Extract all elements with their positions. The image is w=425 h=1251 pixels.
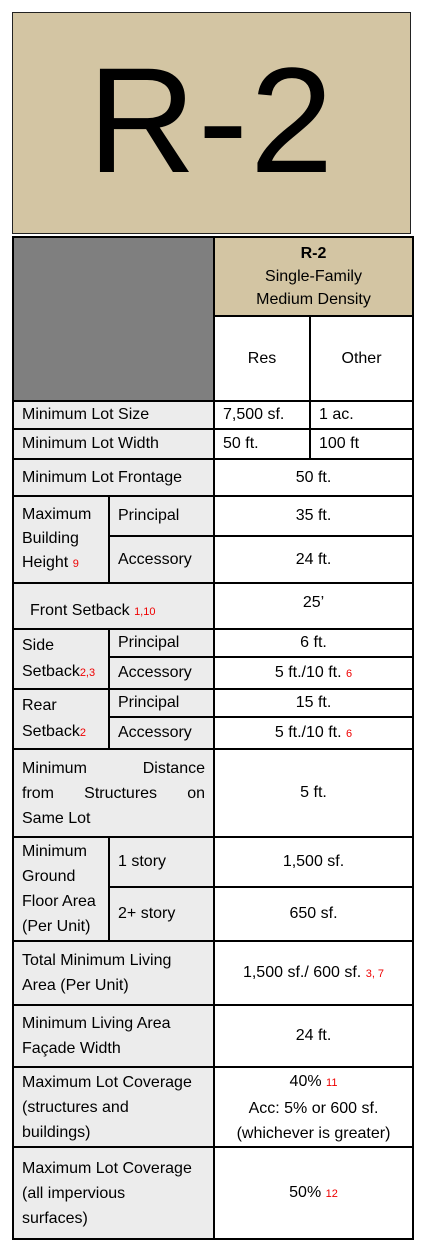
header-blank-cell [13, 237, 214, 401]
min-living-facade-label [13, 1005, 214, 1067]
min-living-facade-line1: Minimum Living Area [22, 1015, 171, 1032]
max-height-accessory-value: 24 ft. [214, 536, 413, 583]
max-lot-coverage-impervious-label [13, 1147, 214, 1239]
row-total-min-living [13, 941, 413, 1005]
min-distance-line3: Same Lot [22, 809, 91, 827]
max-height-label-2: Building [22, 530, 79, 547]
side-setback-note: 2,3 [79, 666, 96, 679]
side-setback-label-2: Setback [22, 662, 80, 680]
side-setback-accessory-note: 6 [346, 668, 353, 680]
max-lot-coverage-structures-line2: (structures and [22, 1098, 129, 1116]
min-lot-size-res: 7,500 sf. [214, 401, 310, 429]
min-lot-width-res: 50 ft. [214, 429, 310, 459]
min-distance-line1: Minimum Distance [22, 759, 205, 777]
two-story-value: 650 sf. [214, 887, 413, 941]
row-min-lot-width [13, 429, 413, 459]
rear-setback-principal-value: 15 ft. [214, 689, 413, 717]
min-living-facade-line2: Façade Width [22, 1040, 121, 1057]
zoning-standards-table [12, 236, 414, 1240]
row-rear-setback-principal [13, 689, 413, 717]
side-setback-accessory-label: Accessory [109, 657, 214, 689]
total-min-living-line1: Total Minimum Living [22, 952, 172, 969]
rear-setback-accessory-cell [214, 717, 413, 749]
min-lot-size-label: Minimum Lot Size [13, 401, 214, 429]
max-height-label [13, 496, 109, 583]
max-lot-coverage-impervious-cell [214, 1147, 413, 1239]
min-lot-frontage-value: 50 ft. [214, 459, 413, 496]
ground-floor-label-3: Floor Area [22, 893, 96, 910]
max-height-note: 9 [72, 558, 79, 570]
district-line1: Single-Family [265, 268, 362, 285]
max-lot-coverage-structures-value1: 40% [289, 1072, 322, 1090]
rear-setback-label-2: Setback [22, 722, 80, 740]
row-min-lot-size [13, 401, 413, 429]
rear-setback-note: 2 [79, 726, 86, 739]
front-setback-label-cell [13, 583, 214, 629]
one-story-label: 1 story [109, 837, 214, 887]
max-lot-coverage-structures-line1: Maximum Lot Coverage [22, 1073, 192, 1091]
max-height-label-1: Maximum [22, 506, 92, 523]
district-header [214, 237, 413, 316]
side-setback-accessory-value: 5 ft./10 ft. [274, 664, 342, 681]
zone-title: R-2 [87, 36, 336, 204]
row-max-lot-coverage-structures [13, 1067, 413, 1147]
max-lot-coverage-impervious-note: 12 [325, 1188, 338, 1200]
side-setback-label-1: Side [22, 636, 55, 654]
min-distance-value: 5 ft. [214, 749, 413, 837]
zone-title-banner [12, 12, 411, 234]
max-lot-coverage-structures-value3: (whichever is greater) [236, 1124, 391, 1142]
rear-setback-accessory-value: 5 ft./10 ft. [274, 724, 342, 741]
rear-setback-label [13, 689, 109, 749]
min-lot-frontage-label: Minimum Lot Frontage [13, 459, 214, 496]
row-max-height-principal [13, 496, 413, 536]
total-min-living-line2: Area (Per Unit) [22, 977, 129, 994]
district-code: R-2 [300, 245, 327, 262]
max-lot-coverage-structures-label [13, 1067, 214, 1147]
row-max-lot-coverage-impervious [13, 1147, 413, 1239]
ground-floor-label-1: Minimum [22, 843, 87, 860]
one-story-value: 1,500 sf. [214, 837, 413, 887]
max-height-label-3: Height [22, 554, 69, 571]
row-side-setback-principal [13, 629, 413, 657]
ground-floor-label-4: (Per Unit) [22, 918, 91, 935]
side-setback-principal-value: 6 ft. [214, 629, 413, 657]
min-lot-width-label: Minimum Lot Width [13, 429, 214, 459]
max-lot-coverage-structures-value2: Acc: 5% or 600 sf. [248, 1099, 379, 1117]
min-lot-width-other: 100 ft [310, 429, 413, 459]
max-lot-coverage-impervious-line2: (all impervious [22, 1184, 126, 1202]
row-ground-floor-one-story [13, 837, 413, 887]
total-min-living-label [13, 941, 214, 1005]
min-lot-size-other: 1 ac. [310, 401, 413, 429]
rear-setback-accessory-note: 6 [346, 728, 353, 740]
front-setback-note: 1,10 [134, 606, 156, 618]
min-living-facade-value: 24 ft. [214, 1005, 413, 1067]
min-distance-line2: from Structures on [22, 784, 205, 802]
district-line2: Medium Density [256, 291, 371, 308]
total-min-living-note: 3, 7 [365, 968, 385, 980]
ground-floor-label-2: Ground [22, 868, 76, 885]
rear-setback-accessory-label: Accessory [109, 717, 214, 749]
row-front-setback [13, 583, 413, 629]
front-setback-label: Front Setback [30, 602, 130, 619]
max-lot-coverage-structures-cell [214, 1067, 413, 1147]
max-lot-coverage-structures-note: 11 [326, 1076, 338, 1089]
header-row [13, 237, 413, 316]
row-min-living-facade [13, 1005, 413, 1067]
max-height-principal-value: 35 ft. [214, 496, 413, 536]
row-min-lot-frontage [13, 459, 413, 496]
max-height-accessory-label: Accessory [109, 536, 214, 583]
rear-setback-label-1: Rear [22, 696, 57, 714]
max-lot-coverage-impervious-value: 50% [289, 1184, 322, 1201]
max-height-principal-label: Principal [109, 496, 214, 536]
side-setback-accessory-cell [214, 657, 413, 689]
row-min-distance [13, 749, 413, 837]
col-other-header: Other [310, 316, 413, 401]
col-res-header: Res [214, 316, 310, 401]
total-min-living-value: 1,500 sf./ 600 sf. [242, 964, 362, 981]
rear-setback-principal-label: Principal [109, 689, 214, 717]
side-setback-principal-label: Principal [109, 629, 214, 657]
total-min-living-cell [214, 941, 413, 1005]
ground-floor-label [13, 837, 109, 941]
max-lot-coverage-impervious-line3: surfaces) [22, 1209, 88, 1227]
two-story-label: 2+ story [109, 887, 214, 941]
max-lot-coverage-impervious-line1: Maximum Lot Coverage [22, 1159, 192, 1177]
side-setback-label [13, 629, 109, 689]
min-distance-label [13, 749, 214, 837]
front-setback-value: 25’ [214, 583, 413, 629]
max-lot-coverage-structures-line3: buildings) [22, 1123, 91, 1141]
